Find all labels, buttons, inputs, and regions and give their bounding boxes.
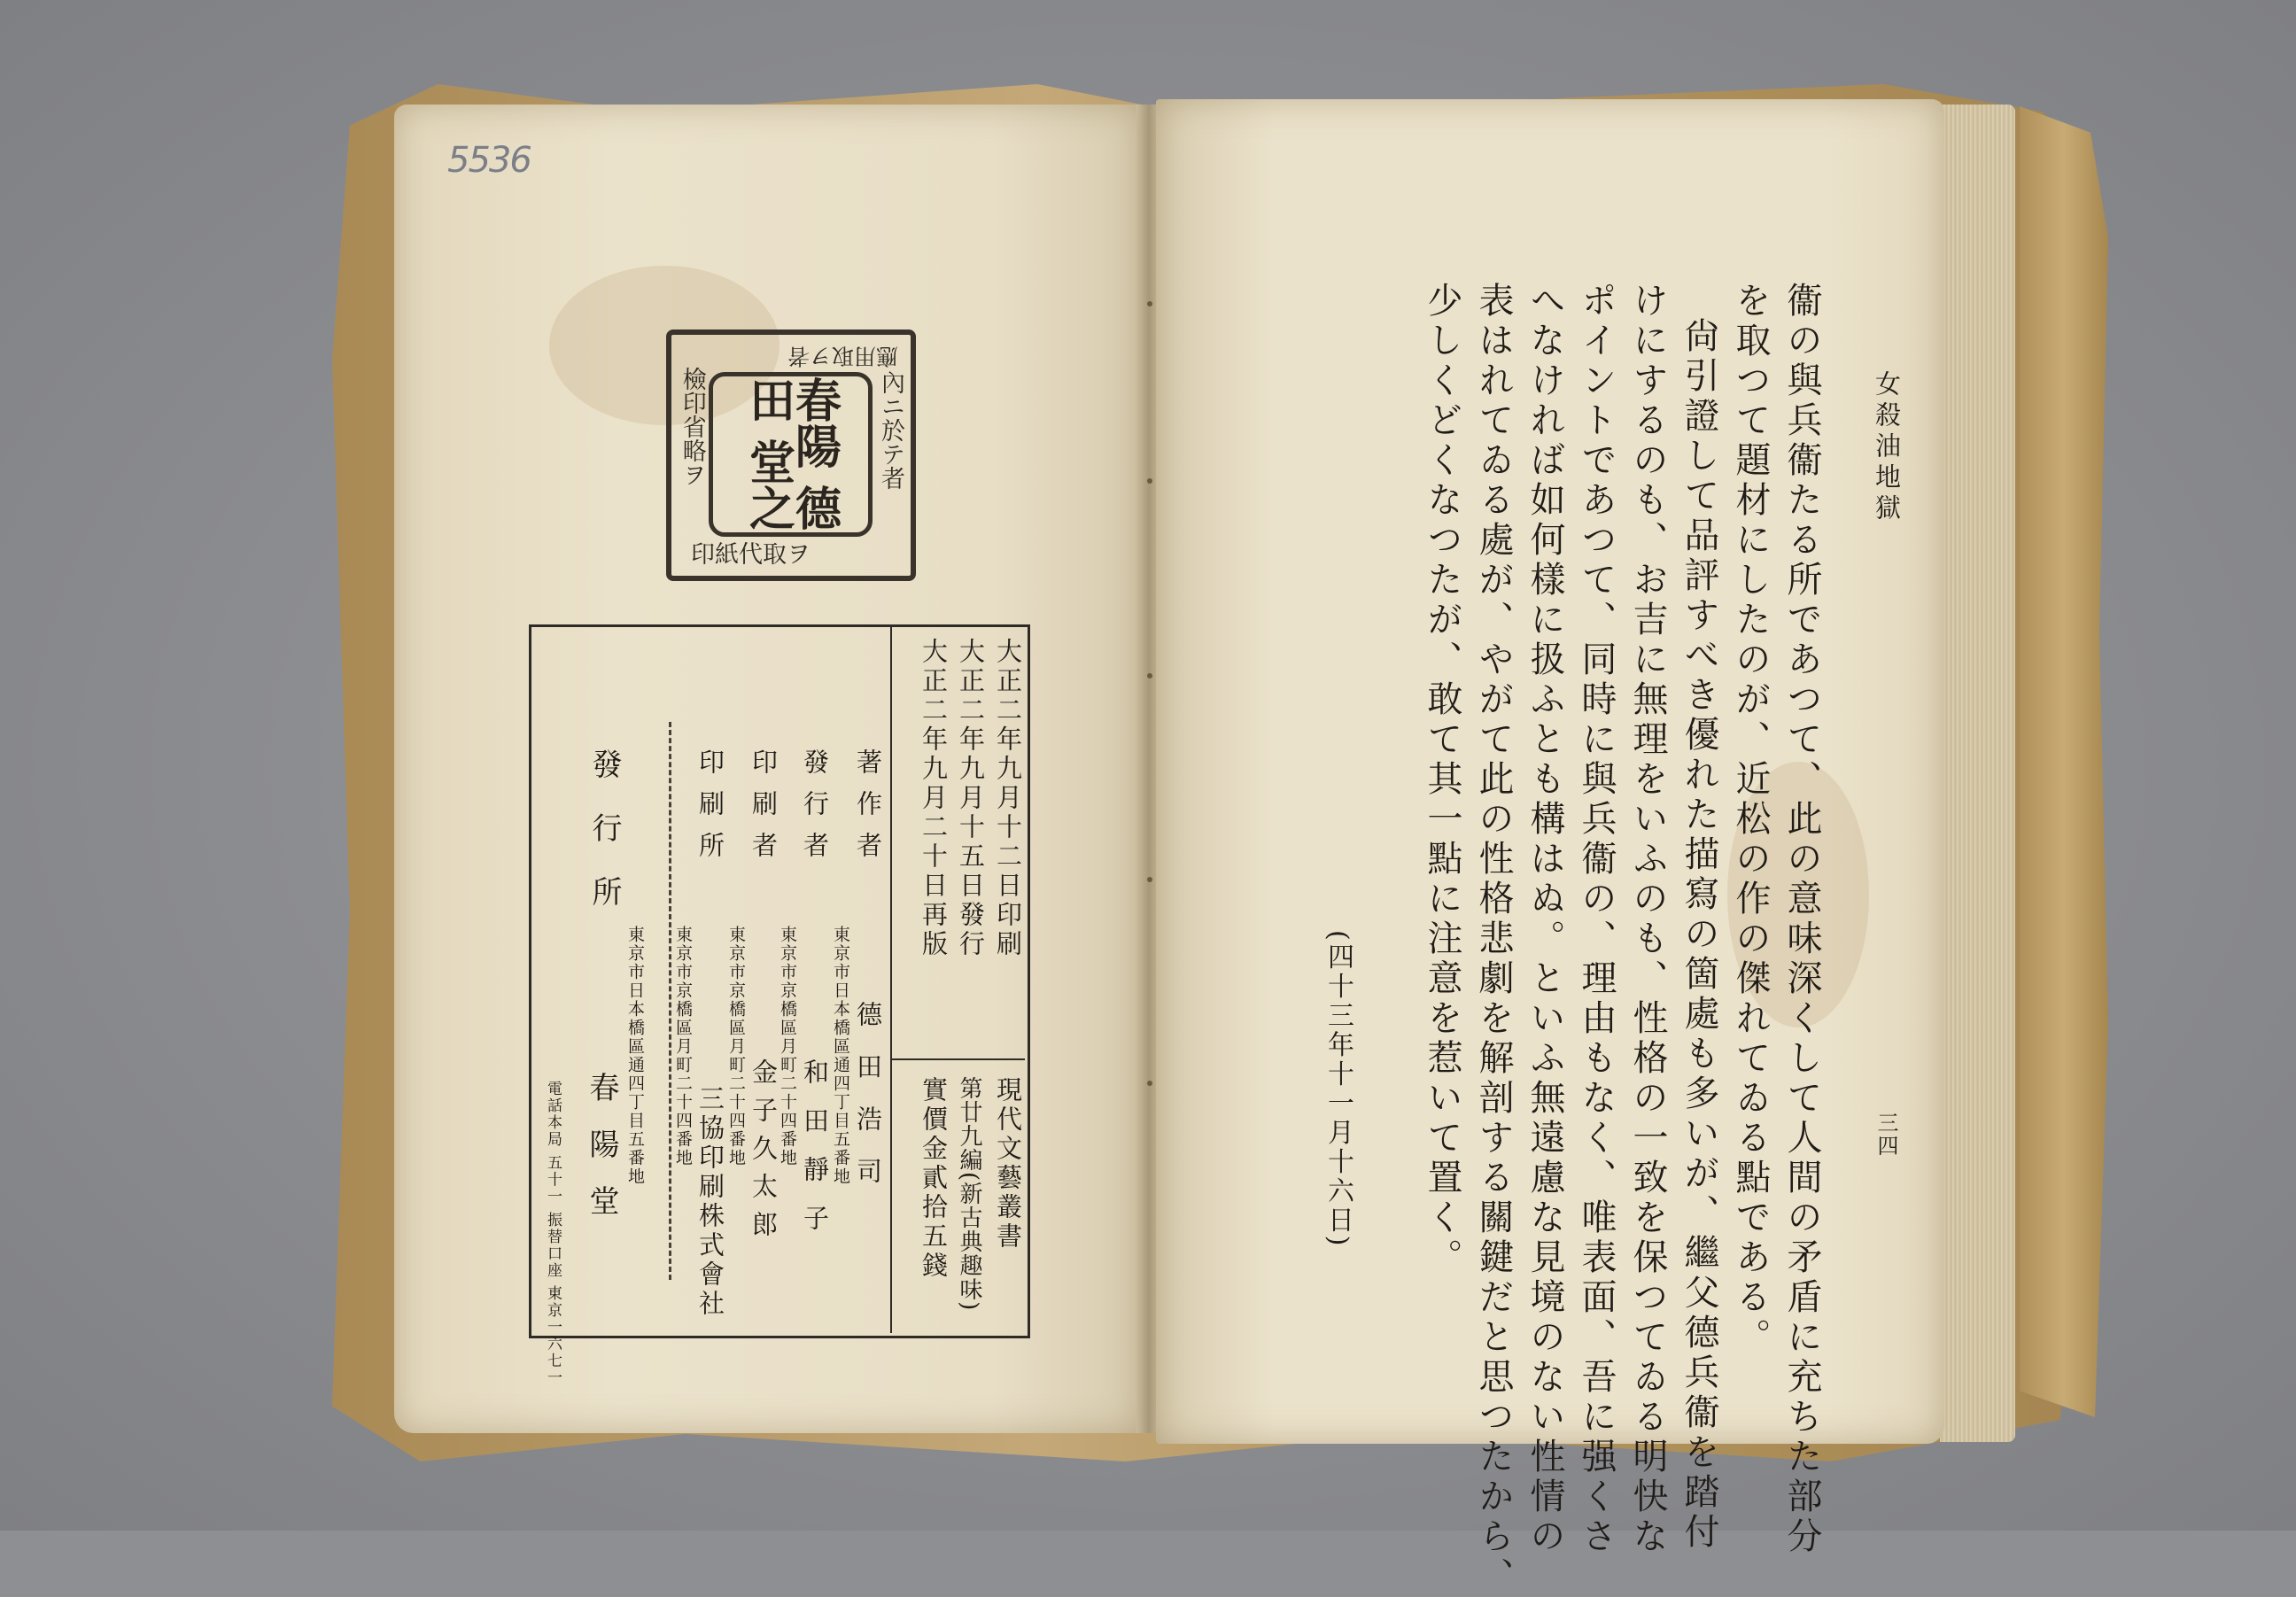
cover-flap — [2020, 106, 2108, 1417]
print-office-name: 三協印刷株式會社 — [695, 1085, 725, 1319]
seal-center-text: 春陽 德田 堂之 — [741, 376, 842, 531]
issuer-label: 發行所 — [586, 748, 622, 940]
seal-top-text: 應用取ヲ者 — [787, 343, 898, 369]
issuer-name: 春陽堂 — [584, 1072, 619, 1242]
binding-stitch — [1147, 301, 1152, 306]
volume-number: 第廿九編(新古典趣味) — [956, 1076, 982, 1312]
print-date: 大正二年九月十二日印刷 — [993, 638, 1023, 959]
printer-name: 金子久太郎 — [749, 1058, 779, 1249]
seal-right-text: 檢印省略ヲ — [678, 367, 706, 486]
inspection-seal — [666, 329, 916, 581]
author-address: 東京市日本橋區通四丁目五番地 — [831, 926, 850, 1186]
print-office-label: 印刷所 — [695, 748, 725, 873]
author-label: 著作者 — [853, 748, 883, 873]
binding-stitch — [1147, 877, 1152, 882]
printer-address: 東京市京橋區月町二十四番地 — [726, 926, 746, 1167]
body-line: を取つて題材にしたのが、近松の作の傑れてゐる點である。 — [1730, 282, 1771, 1358]
body-line: 表はれてゐる處が、やがて此の性格悲劇を解剖する關鍵だと思つたから、 — [1473, 282, 1514, 1597]
publisher-label: 發行者 — [800, 748, 830, 873]
page-edges — [1940, 105, 2015, 1442]
body-line: 衞の與兵衞たる所であつて、此の意味深くして人間の矛盾に充ちた部分 — [1781, 282, 1822, 1557]
body-line: ポイントであつて、同時に與兵衞の、理由もなく、唯表面、吾に强くさ — [1576, 282, 1617, 1557]
printer-label: 印刷者 — [749, 748, 779, 873]
seal-bottom-text: 印紙代取ヲ — [691, 541, 811, 570]
issuer-phone: 電話本局 五十一 振替口座 東京一六七一 — [544, 1081, 562, 1387]
print-office-address: 東京市京橋區月町二十四番地 — [673, 926, 693, 1167]
binding-stitch — [1147, 1081, 1152, 1086]
binding-stitch — [1147, 673, 1152, 678]
seal-left-text: 內ニ於テ者 — [877, 370, 904, 490]
colophon-divider — [890, 624, 892, 1333]
date-note: (四十三年十一月十六日) — [1323, 930, 1354, 1249]
author-name: 德田浩司 — [853, 1001, 883, 1210]
price: 實價金貳拾五錢 — [919, 1076, 949, 1281]
series-title: 現代文藝叢書 — [993, 1076, 1023, 1252]
issuer-address: 東京市日本橋區通四丁目五番地 — [625, 926, 645, 1186]
body-line: 尙引證して品評すべき優れた描寫の箇處も多いが、繼父德兵衞を踏付 — [1679, 317, 1719, 1553]
seal-center-stamp — [709, 372, 873, 537]
pencil-note: 5536 — [447, 140, 531, 181]
colophon-hline — [890, 1058, 1025, 1060]
body-line: 少しくどくなつたが、敢て其一點に注意を惹いて置く。 — [1422, 282, 1462, 1278]
binding-stitch — [1147, 478, 1152, 484]
running-header: 女殺油地獄 — [1872, 370, 1902, 525]
body-line: けにするのも、お吉に無理をいふのも、性格の一致を保つてゐる明快な — [1627, 282, 1668, 1557]
page-number: 三四 — [1873, 1112, 1898, 1158]
issue-date: 大正二年九月十五日發行 — [956, 638, 986, 959]
publisher-name: 和田靜子 — [800, 1058, 830, 1253]
publisher-address: 東京市京橋區月町二十四番地 — [778, 926, 797, 1167]
reprint-date: 大正二年九月二十日再版 — [919, 638, 949, 959]
body-line: へなければ如何樣に扱ふとも構はぬ。といふ無遠慮な見境のない性情の — [1524, 282, 1565, 1557]
